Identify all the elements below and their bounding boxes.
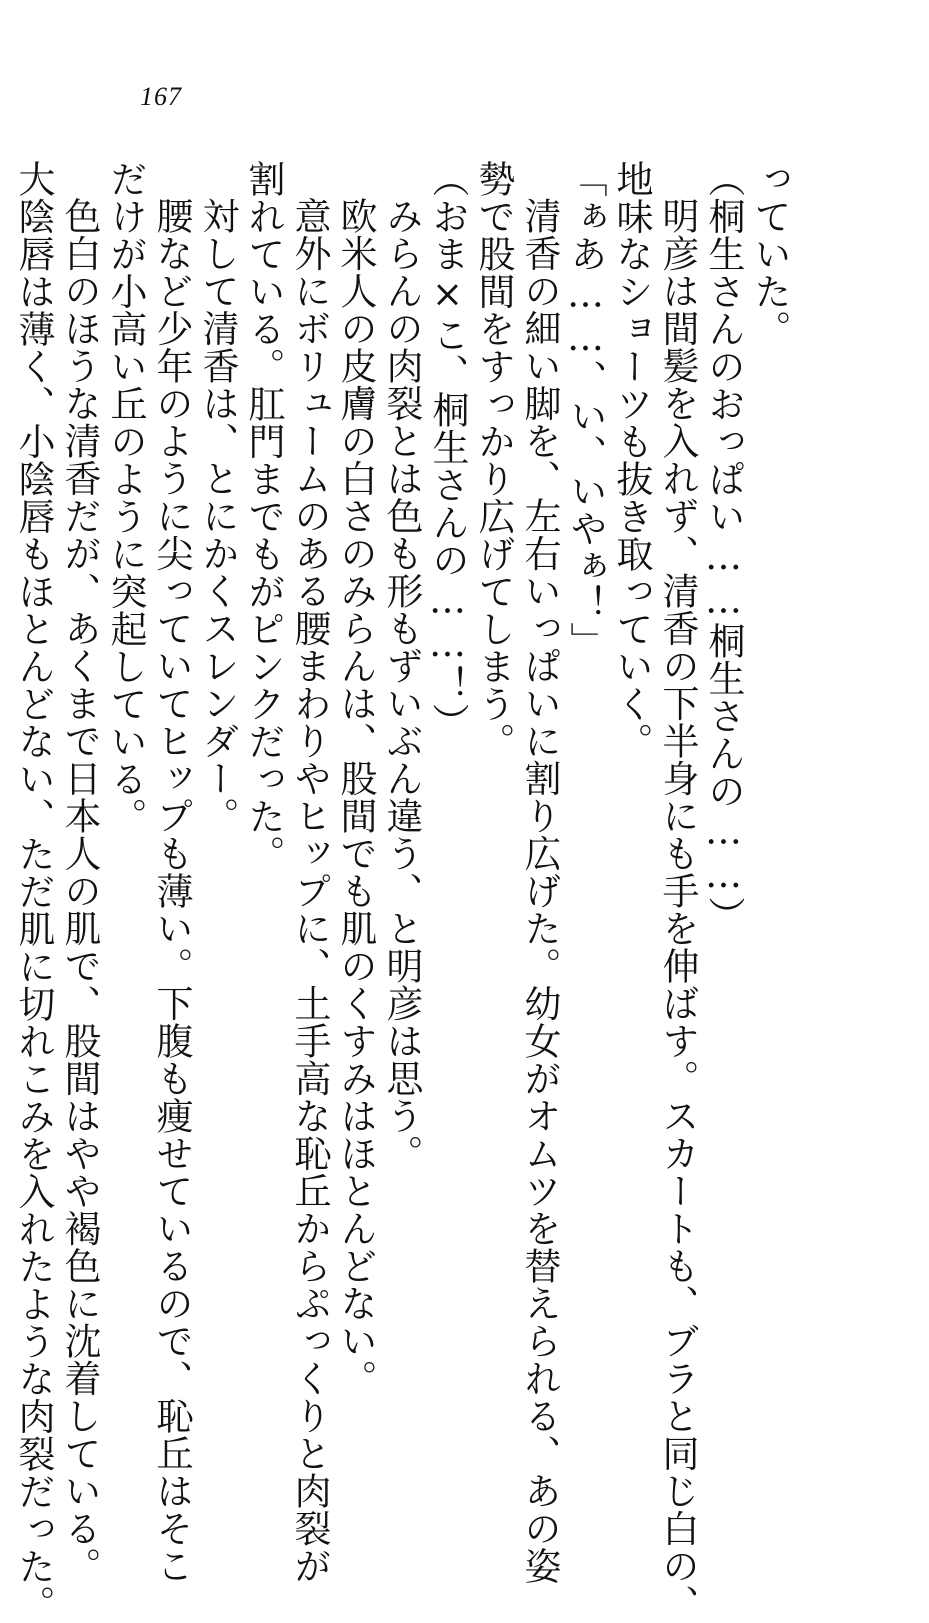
text-line: 「ぁあ……、い、いやぁ！」 — [564, 160, 607, 660]
text-line: 清香の細い脚を、左右いっぱいに割り広げた。幼女がオムツを替えられる、あの姿 — [518, 197, 561, 1585]
text-line: みらんの肉裂とは色も形もずいぶん違う、と明彦は思う。 — [380, 197, 423, 1172]
body-text — [12, 160, 792, 1623]
text-line: 対して清香は、とにかくスレンダー。 — [196, 197, 239, 835]
text-line: 明彦は間髪を入れず、清香の下半身にも手を伸ばす。スカートも、ブラと同じ白の、 — [656, 197, 699, 1622]
text-line: 勢で股間をすっかり広げてしまう。 — [472, 160, 515, 760]
text-line: （おま×こ、桐生さんの……！） — [426, 160, 469, 741]
text-line: っていた。 — [748, 160, 791, 348]
text-line: だけが小高い丘のように突起している。 — [104, 160, 147, 835]
text-line: （桐生さんのおっぱい……桐生さんの……） — [702, 160, 745, 934]
page-number: 167 — [140, 82, 182, 111]
text-line: 欧米人の皮膚の白さのみらんは、股間でも肌のくすみはほとんどない。 — [334, 197, 377, 1397]
text-line: 地味なショーツも抜き取っていく。 — [610, 160, 653, 760]
text-line: 意外にボリュームのある腰まわりやヒップに、土手高な恥丘からぷっくりと肉裂が — [288, 197, 331, 1585]
text-line: 色白のほうな清香だが、あくまで日本人の肌で、股間はやや褐色に沈着している。 — [58, 197, 101, 1585]
text-line: 腰など少年のように尖っていてヒップも薄い。下腹も痩せているので、恥丘はそこ — [150, 197, 193, 1585]
text-line: 割れている。肛門までもがピンクだった。 — [242, 160, 285, 873]
text-line: 大陰唇は薄く、小陰唇もほとんどない、ただ肌に切れこみを入れたような肉裂だった。 — [12, 160, 55, 1623]
